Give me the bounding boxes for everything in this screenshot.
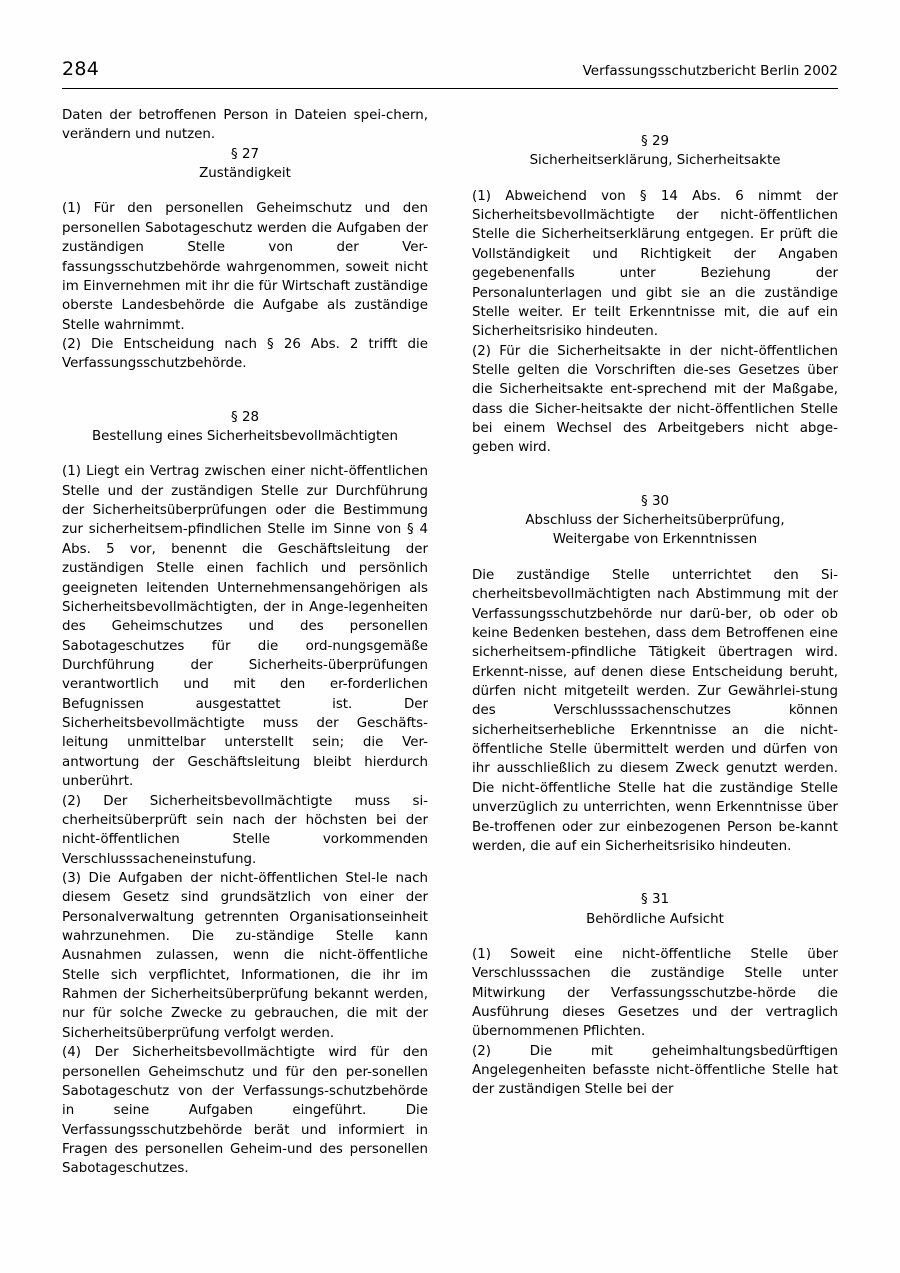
section-30-title-line-1: Abschluss der Sicherheitsüberprüfung, xyxy=(525,513,785,529)
header-divider xyxy=(62,88,838,89)
section-29-paragraph-1: (1) Abweichend von § 14 Abs. 6 nimmt der Sicherheitsbevollmächtigte der nicht-öffentlichen Stelle die Sicherheitserklärung entgegen. Er prüft die Vollständigkeit und Richtigkeit der Angaben gegebenenfalls unter Beziehung der Personalunterlagen und gibt sie an die zuständige Stelle weiter. Er teilt Erkenntnisse mit, die auf ein Sicherheitsrisiko hindeuten. xyxy=(472,188,838,340)
right-column xyxy=(472,106,838,1179)
section-27-paragraph-1: (1) Für den personellen Geheimschutz und den personellen Sabotageschutz werden die Aufgaben der zuständigen Stelle von der Ver-fassungsschutzbehörde wahrgenommen, soweit nicht im Einvernehmen mit ihr die für Wirtschaft zuständige oberste Landesbehörde die Aufgabe als zuständige Stelle wahrnimmt. xyxy=(62,201,428,333)
text-columns xyxy=(62,106,838,1179)
section-29-title: Sicherheitserklärung, Sicherheitsakte xyxy=(529,153,781,169)
section-31-paragraph-1: (1) Soweit eine nicht-öffentliche Stelle über Verschlusssachen die zuständige Stelle unter Mitwirkung der Verfassungsschutzbe-hörde die Ausführung dieses Gesetzes und der vertraglich übernommenen Pflichten. xyxy=(472,946,838,1040)
left-column xyxy=(62,106,428,1179)
section-31-title: Behördliche Aufsicht xyxy=(586,911,724,927)
section-28-paragraph-4: (4) Der Sicherheitsbevollmächtigte wird für den personellen Geheimschutz und für den per-sonellen Sabotageschutz von der Verfassungs-schutzbehörde in seine Aufgaben eingeführt. Die Verfassungsschutzbehörde berät und informiert in Fragen des personellen Geheim-und des personellen Sabotageschutzes. xyxy=(62,1045,428,1177)
section-29-paragraph-2: (2) Für die Sicherheitsakte in der nicht-öffentlichen Stelle gelten die Vorschriften die-ses Gesetzes über die Sicherheitsakte ent-sprechend mit der Maßgabe, dass die Sicher-heitsakte der nicht-öffentlichen Stelle bei einem Wechsel des Arbeitgebers nicht abge-geben wird. xyxy=(472,343,838,456)
page-header xyxy=(62,58,838,80)
section-28-paragraph-1: (1) Liegt ein Vertrag zwischen einer nicht-öffentlichen Stelle und der zuständigen Stelle zur Durchführung der Sicherheitsüberprüfungen oder die Bestimmung zur sicherheitsem-pfindlichen Stelle im Sinne von § 4 Abs. 5 vor, benennt die Geschäftsleitung der zuständigen Stelle einen fachlich und persönlich geeigneten leitenden Unternehmensangehörigen als Sicherheitsbevollmächtigten, der in Ange-legenheiten des Geheimschutzes und des personellen Sabotageschutzes für die ord-nungsgemäße Durchführung der Sicherheits-überprüfungen verantwortlich und mit den er-forderlichen Befugnissen ausgestattet ist. Der Sicherheitsbevollmächtigte muss der Geschäfts-leitung unmittelbar unterstellt sein; die Ver-antwortung der Geschäftsleitung bleibt hierdurch unberührt. xyxy=(62,464,428,790)
document-title: Verfassungsschutzbericht Berlin 2002 xyxy=(582,63,838,79)
section-27-paragraph-2: (2) Die Entscheidung nach § 26 Abs. 2 trifft die Verfassungsschutzbehörde. xyxy=(62,336,428,372)
section-30-title-line-2: Weitergabe von Erkenntnissen xyxy=(552,532,758,548)
section-28-paragraph-2: (2) Der Sicherheitsbevollmächtigte muss si-cherheitsüberprüft sein nach der höchsten bei der nicht-öffentlichen Stelle vorkommenden Verschlusssacheneinstufung. xyxy=(62,793,428,867)
section-28-title: Bestellung eines Sicherheitsbevollmächtigten xyxy=(91,429,399,445)
section-27-number: § 27 xyxy=(231,146,259,162)
intro-paragraph: Daten der betroffenen Person in Dateien spei-chern, verändern und nutzen. xyxy=(62,108,428,143)
section-28-paragraph-3: (3) Die Aufgaben der nicht-öffentlichen Stel-le nach diesem Gesetz sind grundsätzlich von einer der Personalverwaltung getrennten Organisationseinheit wahrzunehmen. Die zu-ständige Stelle kann Ausnahmen zulassen, wenn die nicht-öffentliche Stelle sich verpflichtet, Informationen, die ihr im Rahmen der Sicherheitsüberprüfung bekannt werden, nur für solche Zwecke zu gebrauchen, die mit der Sicherheitsüberprüfung verfolgt werden. xyxy=(62,870,428,1041)
page-number: 284 xyxy=(62,58,100,80)
section-28-number: § 28 xyxy=(231,409,259,425)
section-27-title: Zuständigkeit xyxy=(199,166,291,182)
section-30-number: § 30 xyxy=(641,493,669,509)
section-29-number: § 29 xyxy=(641,134,669,149)
section-31-paragraph-2: (2) Die mit geheimhaltungsbedürftigen Angelegenheiten befasste nicht-öffentliche Stelle hat der zuständigen Stelle bei der xyxy=(472,1043,838,1098)
section-31-number: § 31 xyxy=(641,892,669,908)
section-30-paragraph-1: Die zuständige Stelle unterrichtet den Si-cherheitsbevollmächtigten nach Abstimmung mit der Verfassungsschutzbehörde nur darü-ber, ob oder ob keine Bedenken bestehen, dass dem Betroffenen eine sicherheitsem-pfindliche Tätigkeit übertragen wird. Erkennt-nisse, auf denen diese Entscheidung beruht, dürfen nicht mitgeteilt werden. Zur Gewährlei-stung des Verschlusssachenschutzes können sicherheitserhebliche Erkenntnisse an die nicht-öffentliche Stelle übermittelt werden und dürfen von ihr ausschließlich zu diesem Zweck genutzt werden. Die nicht-öffentliche Stelle hat die zuständige Stelle unverzüglich zu unterrichten, wenn Erkenntnisse über Be-troffenen oder zur einbezogenen Person be-kannt werden, die auf ein Sicherheitsrisiko hindeuten. xyxy=(472,567,838,854)
